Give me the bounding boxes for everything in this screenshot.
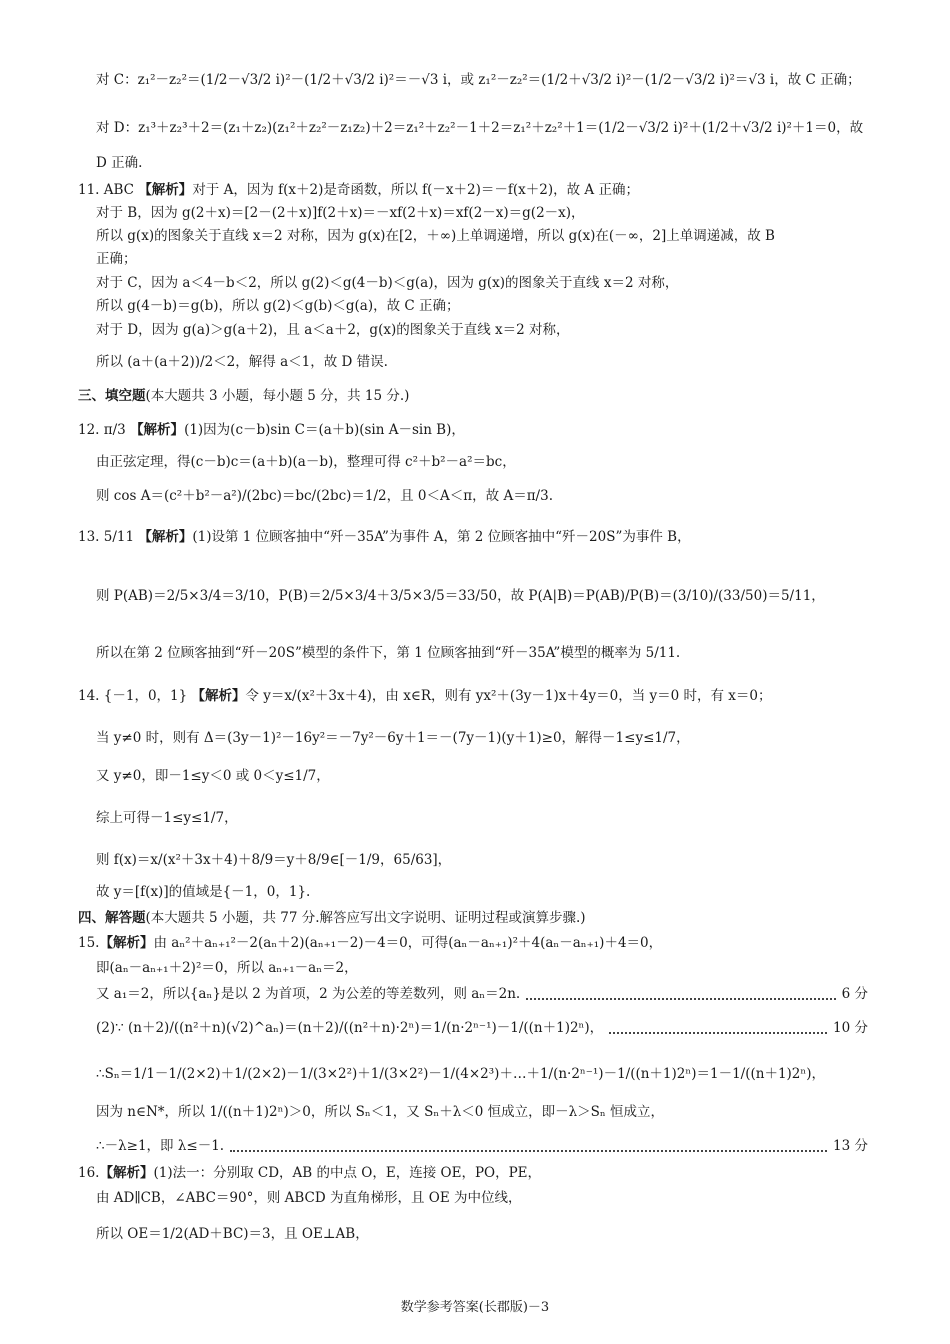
- q15-line-4-text: (2)∵ (n＋2)/((n²＋n)(√2)^aₙ)＝(n＋2)/((n²＋n)·2ⁿ)＝1/(n·2ⁿ⁻¹)－1/((n＋1)2ⁿ)，: [96, 1020, 604, 1036]
- section-solution-heading: [78, 908, 870, 928]
- q15-text: 由 aₙ²＋aₙ₊₁²－2(aₙ＋2)(aₙ₊₁－2)－4＝0，可得(aₙ－aₙ₊₁)²＋4(aₙ－aₙ₊₁)＋4＝0，: [153, 935, 663, 951]
- q14-line-6: 故 y＝[f(x)]的值域是{－1，0，1}.: [96, 884, 311, 900]
- q13-answer: 13. 5/11: [78, 529, 139, 545]
- q11-line-d2: 所以 (a＋(a＋2))/2＜2，解得 a＜1，故 D 错误.: [96, 354, 388, 370]
- score-10: 10 分: [833, 1020, 868, 1036]
- q15-line-5: ∴Sₙ＝1/1－1/(2×2)＋1/(2×2)－1/(3×2²)＋1/(3×2²)－1/(4×2³)＋…＋1/(n·2ⁿ⁻¹)－1/((n＋1)2ⁿ)＝1－1/((n＋1)2ⁿ)，: [96, 1066, 825, 1082]
- q16-line-3: 所以 OE＝1/2(AD＋BC)＝3，且 OE⊥AB，: [96, 1226, 369, 1242]
- q13-line-3: 所以在第 2 位顾客抽到“歼－20S”模型的条件下，第 1 位顾客抽到“歼－35A”模型的概率为 5/11.: [96, 645, 681, 661]
- q14-line-5: 则 f(x)＝x/(x²＋3x＋4)＋8/9＝y＋8/9∈[－1/9，65/63]，: [96, 852, 452, 868]
- q11-text: 对于 A，因为 f(x＋2)是奇函数，所以 f(－x＋2)＝－f(x＋2)，故 A 正确；: [192, 182, 639, 198]
- q11-header: [78, 180, 870, 200]
- section-note: (本大题共 3 小题，每小题 5 分，共 15 分.): [145, 388, 410, 404]
- q16-analysis-tag: 【解析】: [99, 1165, 154, 1181]
- q11-line-b3: 正确；: [96, 251, 137, 267]
- q11-line-c2: 所以 g(4－b)＝g(b)，所以 g(2)＜g(b)＜g(a)，故 C 正确；: [96, 298, 460, 314]
- line-c-option: 对 C：z₁²－z₂²＝(1/2－√3/2 i)²－(1/2＋√3/2 i)²＝－√3 i，或 z₁²－z₂²＝(1/2＋√3/2 i)²－(1/2－√3/2 i)²＝√3 i，故 C 正确；: [96, 72, 861, 88]
- score-6: 6 分: [841, 986, 868, 1002]
- q15-header: [78, 933, 870, 953]
- page-footer: 数学参考答案(长郡版)－3: [400, 1300, 550, 1315]
- dot-leader: [609, 1022, 827, 1034]
- q16-header: [78, 1163, 870, 1183]
- q14-analysis-tag: 【解析】: [191, 688, 246, 704]
- q13-line-2: 则 P(AB)＝2/5×3/4＝3/10，P(B)＝2/5×3/4＋3/5×3/5＝33/50，故 P(A|B)＝P(AB)/P(B)＝(3/10)/(33/50)＝5/11，: [96, 588, 825, 604]
- dot-leader: [230, 1140, 827, 1152]
- q12-text: (1)因为(c－b)sin C＝(a＋b)(sin A－sin B)，: [184, 422, 465, 438]
- q14-line-2: 当 y≠0 时，则有 Δ＝(3y－1)²－16y²＝－7y²－6y＋1＝－(7y－1)(y＋1)≥0，解得－1≤y≤1/7，: [96, 730, 690, 746]
- q12-line-2: 由正弦定理，得(c－b)c＝(a＋b)(a－b)，整理可得 c²＋b²－a²＝bc，: [96, 454, 516, 470]
- section-title: 四、解答题: [78, 910, 146, 926]
- q11-answer: 11. ABC: [78, 182, 139, 198]
- section-title: 三、填空题: [78, 388, 146, 404]
- q11-line-b2: 所以 g(x)的图象关于直线 x＝2 对称，因为 g(x)在[2，＋∞)上单调递增，所以 g(x)在(－∞，2]上单调递减，故 B: [96, 228, 775, 244]
- dot-leader: [526, 988, 835, 1000]
- q14-line-4: 综上可得－1≤y≤1/7，: [96, 810, 238, 826]
- line-d-conclusion: D 正确.: [96, 155, 143, 171]
- q15-line-2: 即(aₙ－aₙ₊₁＋2)²＝0，所以 aₙ₊₁－aₙ＝2，: [96, 960, 358, 976]
- q14-header: [78, 686, 870, 706]
- q15-analysis-tag: 【解析】: [99, 935, 154, 951]
- q16-text: (1)法一：分别取 CD，AB 的中点 O，E，连接 OE，PO，PE，: [153, 1165, 542, 1181]
- line-d-option: 对 D：z₁³＋z₂³＋2＝(z₁＋z₂)(z₁²＋z₂²－z₁z₂)＋2＝z₁²＋z₂²－1＋2＝z₁²＋z₂²＋1＝(1/2－√3/2 i)²＋(1/2＋√3/2 i)²＋1＝0，故: [96, 120, 864, 136]
- q15-number: 15.: [78, 935, 100, 951]
- q16-line-2: 由 AD∥CB，∠ABC＝90°，则 ABCD 为直角梯形，且 OE 为中位线，: [96, 1190, 522, 1206]
- q15-line-3-text: 又 a₁＝2，所以{aₙ}是以 2 为首项，2 为公差的等差数列，则 aₙ＝2n.: [96, 986, 521, 1002]
- q15-line-7-text: ∴－λ≥1，即 λ≤－1.: [96, 1138, 225, 1154]
- q12-analysis-tag: 【解析】: [130, 422, 185, 438]
- q11-line-d: 对于 D，因为 g(a)＞g(a＋2)，且 a＜a＋2，g(x)的图象关于直线 x＝2 对称，: [96, 322, 570, 338]
- score-13: 13 分: [833, 1138, 868, 1154]
- q11-line-b: 对于 B，因为 g(2＋x)＝[2－(2＋x)]f(2＋x)＝－xf(2＋x)＝xf(2－x)＝g(2－x)，: [96, 205, 585, 221]
- q15-line-7: [96, 1136, 868, 1156]
- q16-number: 16.: [78, 1165, 100, 1181]
- q15-line-6: 因为 n∈N*，所以 1/((n＋1)2ⁿ)＞0，所以 Sₙ＜1，又 Sₙ＋λ＜0 恒成立，即－λ＞Sₙ 恒成立，: [96, 1104, 665, 1120]
- q15-line-4: [96, 1018, 868, 1038]
- q14-answer: 14. {－1，0，1}: [78, 688, 192, 704]
- q13-analysis-tag: 【解析】: [138, 529, 193, 545]
- q15-line-3: [96, 984, 868, 1004]
- q12-line-3: 则 cos A＝(c²＋b²－a²)/(2bc)＝bc/(2bc)＝1/2，且 0＜A＜π，故 A＝π/3.: [96, 488, 553, 504]
- q13-text: (1)设第 1 位顾客抽中“歼－35A”为事件 A，第 2 位顾客抽中“歼－20S”为事件 B，: [192, 529, 691, 545]
- q14-line-3: 又 y≠0，即－1≤y＜0 或 0＜y≤1/7，: [96, 768, 330, 784]
- q12-header: [78, 420, 870, 440]
- section-fill-in-heading: [78, 386, 870, 406]
- q14-text: 令 y＝x/(x²＋3x＋4)，由 x∈R，则有 yx²＋(3y－1)x＋4y＝0，当 y＝0 时，有 x＝0；: [245, 688, 772, 704]
- section-note: (本大题共 5 小题，共 77 分.解答应写出文字说明、证明过程或演算步骤.): [145, 910, 586, 926]
- q11-analysis-tag: 【解析】: [138, 182, 193, 198]
- q12-answer: 12. π/3: [78, 422, 131, 438]
- q11-line-c: 对于 C，因为 a＜4－b＜2，所以 g(2)＜g(4－b)＜g(a)，因为 g(x)的图象关于直线 x＝2 对称，: [96, 275, 679, 291]
- q13-header: [78, 527, 870, 547]
